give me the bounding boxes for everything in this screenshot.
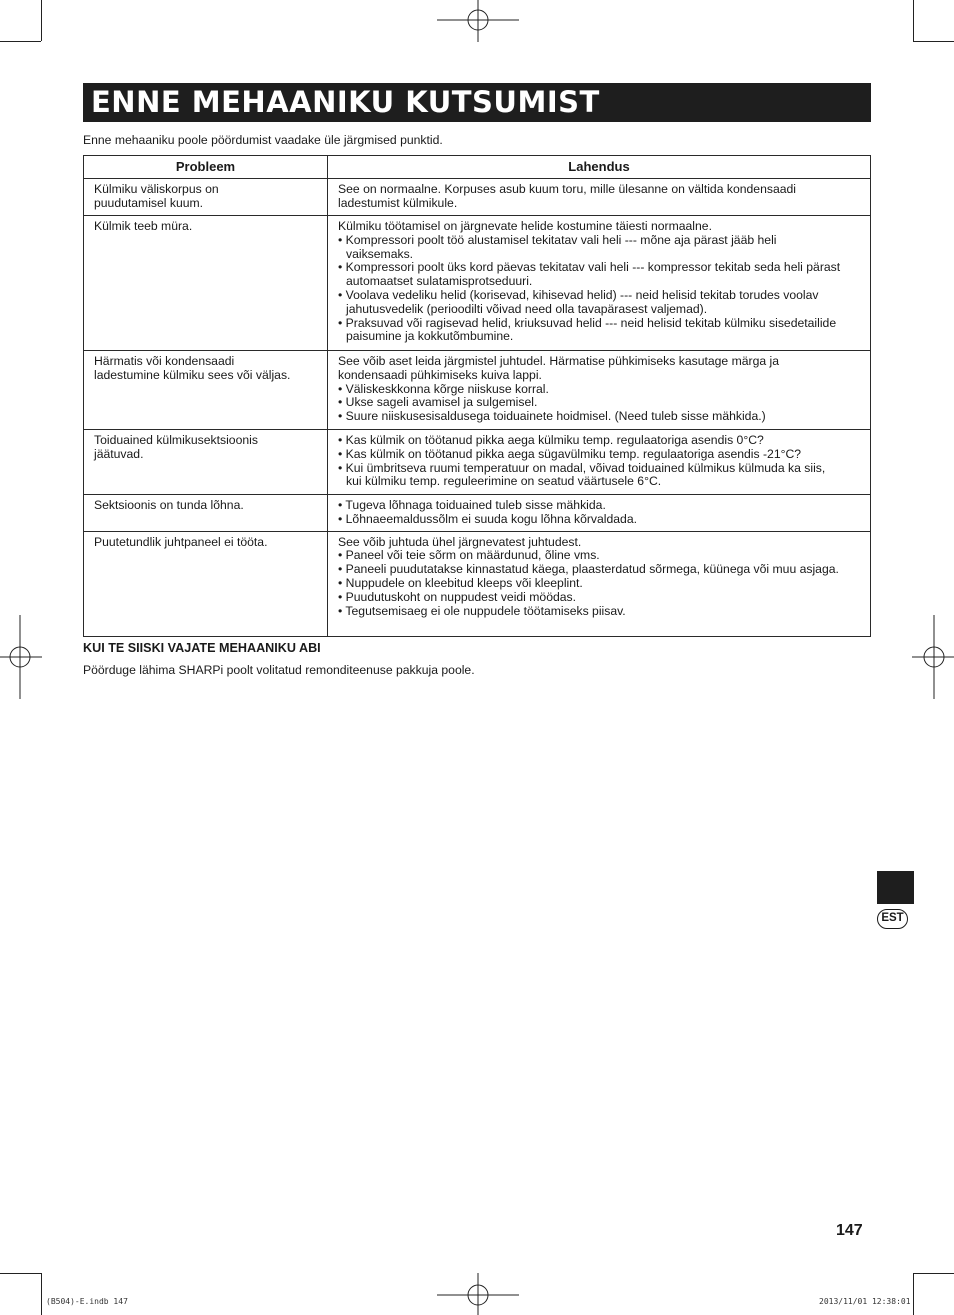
column-header-problem: Probleem	[84, 156, 328, 179]
solution-bullet	[338, 605, 869, 619]
language-badge: EST	[877, 909, 908, 929]
solution-bullet	[338, 317, 869, 345]
problem-text: Külmiku väliskorpus on	[94, 182, 219, 196]
problem-text: Sektsioonis on tunda lõhna.	[94, 498, 244, 512]
bullet-text: • Kompressori poolt töö alustamisel tekitatav vali heli --- mõne aja pärast jääb heli	[338, 232, 777, 247]
bullet-text: • Voolava vedeliku helid (korisevad, kihisevad helid) --- neid helisid tekitab torudes voolav	[338, 287, 819, 302]
section-text: Pöörduge lähima SHARPi poolt volitatud remonditeenuse pakkuja poole.	[83, 663, 475, 677]
problem-text: Puutetundlik juhtpaneel ei tööta.	[94, 534, 268, 549]
table-body	[84, 179, 871, 637]
page-number: 147	[836, 1222, 863, 1239]
solution-bullet	[338, 577, 869, 591]
registration-mark-icon	[0, 615, 42, 699]
solution-text: See on normaalne. Korpuses asub kuum toru, mille ülesanne on vältida kondensaadi	[338, 182, 796, 196]
solution-bullet	[338, 234, 869, 262]
solution-cell	[328, 495, 871, 532]
bullet-text: • Väliskeskkonna kõrge niiskuse korral.	[338, 381, 549, 396]
problem-text: ladestumine külmiku sees või väljas.	[94, 367, 291, 382]
solution-cell	[328, 351, 871, 430]
problem-cell	[84, 351, 328, 430]
bullet-text: kui külmiku temp. reguleerimine on seatud väärtusele 6°C.	[346, 474, 662, 489]
crop-mark	[41, 1273, 42, 1315]
solution-bullet	[338, 289, 869, 317]
problem-cell	[84, 430, 328, 495]
solution-bullet	[338, 434, 869, 448]
bullet-text: • Puudutuskoht on nuppudest veidi möödas.	[338, 589, 577, 604]
bullet-text: • Suure niiskusesisaldusega toiduainete hoidmisel. (Need tuleb sisse mähkida.)	[338, 409, 766, 424]
problem-cell	[84, 179, 328, 216]
solution-bullet	[338, 383, 869, 397]
crop-mark	[913, 41, 954, 42]
table-row	[84, 216, 871, 351]
bullet-text: • Paneeli puudutatakse kinnastatud käega, plaasterdatud sõrmega, küünega või muu asjaga.	[338, 562, 839, 577]
table-row	[84, 430, 871, 495]
bullet-text: • Paneel või teie sõrm on määrdunud, õline vms.	[338, 548, 600, 563]
solution-bullet	[338, 396, 869, 410]
solution-text: Külmiku töötamisel on järgnevate helide kostumine täiesti normaalne.	[338, 219, 712, 233]
crop-mark	[913, 0, 914, 41]
bullet-text: • Kas külmik on töötanud pikka aega sügavülmiku temp. regulaatoriga asendis -21°C?	[338, 446, 802, 461]
problem-cell	[84, 216, 328, 351]
bullet-text: • Praksuvad või ragisevad helid, kriuksuvad helid --- neid helisid tekitab külmiku sisedetailide	[338, 315, 837, 330]
crop-mark	[913, 1273, 914, 1315]
solution-text: ladestumist külmikule.	[338, 195, 458, 210]
solution-bullet	[338, 261, 869, 289]
page-title: ENNE MEHAANIKU KUTSUMIST	[83, 83, 871, 122]
bullet-text: • Tegutsemisaeg ei ole nuppudele töötamiseks piisav.	[338, 603, 626, 618]
table-row	[84, 351, 871, 430]
section-heading: KUI TE SIISKI VAJATE MEHAANIKU ABI	[83, 641, 321, 655]
solution-cell	[328, 531, 871, 636]
registration-mark-icon	[437, 1273, 519, 1315]
problem-cell	[84, 531, 328, 636]
table-row	[84, 179, 871, 216]
bullet-text: vaiksemaks.	[346, 246, 414, 261]
table-row	[84, 531, 871, 636]
column-header-solution: Lahendus	[328, 156, 871, 179]
solution-bullet	[338, 499, 869, 513]
troubleshooting-table	[83, 155, 871, 637]
intro-text: Enne mehaaniku poole pöördumist vaadake üle järgmised punktid.	[83, 133, 443, 147]
crop-mark	[913, 1273, 954, 1274]
crop-mark	[0, 41, 41, 42]
bullet-text: • Nuppudele on kleebitud kleeps või kleeplint.	[338, 575, 583, 590]
solution-bullet	[338, 513, 869, 527]
solution-bullet	[338, 591, 869, 605]
bullet-text: • Ukse sageli avamisel ja sulgemisel.	[338, 395, 538, 410]
solution-bullet	[338, 462, 869, 490]
bullet-text: jahutusvedelik (perioodilti võivad need olla tavapärasest valjemad).	[346, 301, 708, 316]
problem-text: Külmik teeb müra.	[94, 219, 193, 233]
bullet-text: • Kui ümbritseva ruumi temperatuur on madal, võivad toiduained külmikus külmuda ka siis,	[338, 460, 826, 475]
solution-cell	[328, 216, 871, 351]
bullet-text: automaatset sulatamisprotseduuri.	[346, 274, 533, 289]
bullet-text: • Tugeva lõhnaga toiduained tuleb sisse mähkida.	[338, 498, 606, 512]
solution-text: kondensaadi pühkimiseks kuiva lappi.	[338, 367, 542, 382]
problem-text: Härmatis või kondensaadi	[94, 354, 235, 368]
problem-text: jäätuvad.	[94, 446, 144, 461]
bullet-text: • Lõhnaeemaldussõlm ei suuda kogu lõhna kõrvaldada.	[338, 511, 637, 526]
bullet-text: • Kas külmik on töötanud pikka aega külmiku temp. regulaatoriga asendis 0°C?	[338, 433, 764, 447]
solution-cell	[328, 430, 871, 495]
crop-mark	[0, 1273, 41, 1274]
slug-file: (B504)-E.indb 147	[46, 1297, 128, 1306]
registration-mark-icon	[437, 0, 519, 42]
problem-text: puudutamisel kuum.	[94, 195, 204, 210]
table-row	[84, 495, 871, 532]
solution-bullet	[338, 549, 869, 563]
problem-text: Toiduained külmikusektsioonis	[94, 433, 258, 447]
solution-text: See võib juhtuda ühel järgnevatest juhtudest.	[338, 534, 582, 549]
language-tab-marker	[877, 871, 914, 904]
solution-bullet	[338, 410, 869, 424]
slug-timestamp: 2013/11/01 12:38:01	[819, 1297, 911, 1306]
solution-cell	[328, 179, 871, 216]
crop-mark	[41, 0, 42, 41]
problem-cell	[84, 495, 328, 532]
solution-bullet	[338, 563, 869, 577]
registration-mark-icon	[912, 615, 954, 699]
bullet-text: • Kompressori poolt üks kord päevas tekitatav vali heli --- kompressor tekitab seda heli pärast	[338, 260, 841, 275]
solution-text: See võib aset leida järgmistel juhtudel. Härmatise pühkimiseks kasutage märga ja	[338, 354, 779, 368]
solution-bullet	[338, 448, 869, 462]
bullet-text: paisumine ja kokkutõmbumine.	[346, 329, 514, 344]
table-header-row	[84, 156, 871, 179]
